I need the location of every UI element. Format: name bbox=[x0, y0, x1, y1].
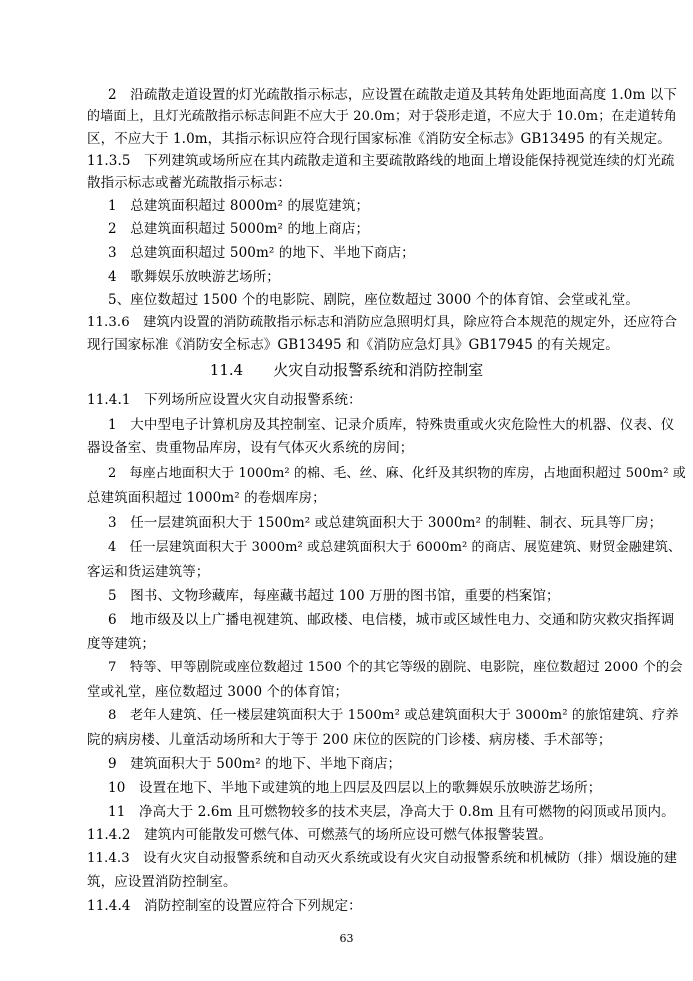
clause-11-3-5: 11.3.5 下列建筑或场所应在其内疏散走道和主要疏散路线的地面上增设能保持视觉连续的灯光疏 bbox=[87, 153, 675, 169]
list-item: 4 任一层建筑面积大于 3000m² 或总建筑面积大于 6000m² 的商店、展览建筑、财贸金融建筑、 bbox=[108, 540, 682, 555]
text-line: 院的病房楼、儿童活动场所和大于等于 200 床位的医院的门诊楼、病房楼、手术部等； bbox=[87, 732, 612, 748]
list-item: 4 歌舞娱乐放映游艺场所； bbox=[108, 269, 280, 285]
list-item: 9 建筑面积大于 500m² 的地下、半地下商店； bbox=[108, 756, 402, 772]
clause-11-4-4: 11.4.4 消防控制室的设置应符合下列规定： bbox=[87, 898, 362, 914]
text-line: 区，不应大于 1.0m，其指示标识应符合现行国家标准《消防安全标志》GB13495 的有关规定。 bbox=[87, 131, 671, 147]
text-line: 2 沿疏散走道设置的灯光疏散指示标志，应设置在疏散走道及其转角处距地面高度 1.0m 以下 bbox=[108, 87, 677, 103]
text-line: 堂或礼堂，座位数超过 3000 个的体育馆； bbox=[87, 684, 349, 700]
list-item: 5 图书、文物珍藏库，每座藏书超过 100 万册的图书馆，重要的档案馆； bbox=[108, 588, 560, 604]
text-line: 现行国家标准《消防安全标志》GB13495 和《消防应急灯具》GB17945 的有关规定。 bbox=[87, 337, 619, 353]
list-item: 3 总建筑面积超过 500m² 的地下、半地下商店； bbox=[108, 245, 415, 261]
clause-11-4-1: 11.4.1 下列场所应设置火灾自动报警系统： bbox=[87, 392, 362, 408]
list-item: 11 净高大于 2.6m 且可燃物较多的技术夹层，净高大于 0.8m 且有可燃物的闷顶或吊顶内。 bbox=[108, 804, 675, 820]
list-item: 3 任一层建筑面积大于 1500m² 或总建筑面积大于 3000m² 的制鞋、制衣、玩具等厂房； bbox=[108, 515, 663, 531]
list-item: 1 总建筑面积超过 8000m² 的展览建筑； bbox=[108, 198, 370, 214]
page-number: 63 bbox=[339, 932, 354, 945]
list-item: 2 总建筑面积超过 5000m² 的地上商店； bbox=[108, 221, 370, 237]
text-line: 度等建筑； bbox=[87, 636, 155, 652]
list-item: 2 每座占地面积大于 1000m² 的棉、毛、丝、麻、化纤及其织物的库房，占地面积超过 500m² 或 bbox=[108, 466, 686, 481]
text-line: 客运和货运建筑等； bbox=[87, 564, 210, 580]
list-item: 7 特等、甲等剧院或座位数超过 1500 个的其它等级的剧院、电影院，座位数超过 2000 个的会 bbox=[108, 660, 683, 675]
text-line: 总建筑面积超过 1000m² 的卷烟库房； bbox=[87, 490, 326, 506]
text-line: 器设备室、贵重物品库房，设有气体灭火系统的房间； bbox=[87, 440, 414, 456]
clause-11-4-2: 11.4.2 建筑内可能散发可燃气体、可燃蒸气的场所应设可燃气体报警装置。 bbox=[87, 827, 553, 843]
clause-11-4-3: 11.4.3 设有火灾自动报警系统和自动灭火系统或设有火灾自动报警系统和机械防（排）烟设施的建 bbox=[87, 851, 678, 866]
list-item: 5、座位数超过 1500 个的电影院、剧院，座位数超过 3000 个的体育馆、会堂或礼堂。 bbox=[108, 292, 639, 308]
section-title: 11.4 火灾自动报警系统和消防控制室 bbox=[209, 361, 484, 379]
text-line: 的墙面上，且灯光疏散指示标志间距不应大于 20.0m；对于袋形走道，不应大于 10.0m；在走道转角 bbox=[87, 109, 677, 124]
list-item: 10 设置在地下、半地下或建筑的地上四层及四层以上的歌舞娱乐放映游艺场所； bbox=[108, 780, 602, 796]
list-item: 1 大中型电子计算机房及其控制室、记录介质库，特殊贵重或火灾危险性大的机器、仪表、仪 bbox=[108, 417, 675, 433]
list-item: 8 老年人建筑、任一楼层建筑面积大于 1500m² 或总建筑面积大于 3000m² 的旅馆建筑、疗养 bbox=[108, 708, 679, 723]
text-line: 散指示标志或蓄光疏散指示标志： bbox=[87, 175, 291, 191]
text-line: 筑，应设置消防控制室。 bbox=[87, 874, 237, 890]
clause-11-3-6: 11.3.6 建筑内设置的消防疏散指示标志和消防应急照明灯具，除应符合本规范的规定外，还应符合 bbox=[87, 315, 678, 330]
list-item: 6 地市级及以上广播电视建筑、邮政楼、电信楼，城市或区域性电力、交通和防灾救灾指挥调 bbox=[108, 612, 675, 628]
